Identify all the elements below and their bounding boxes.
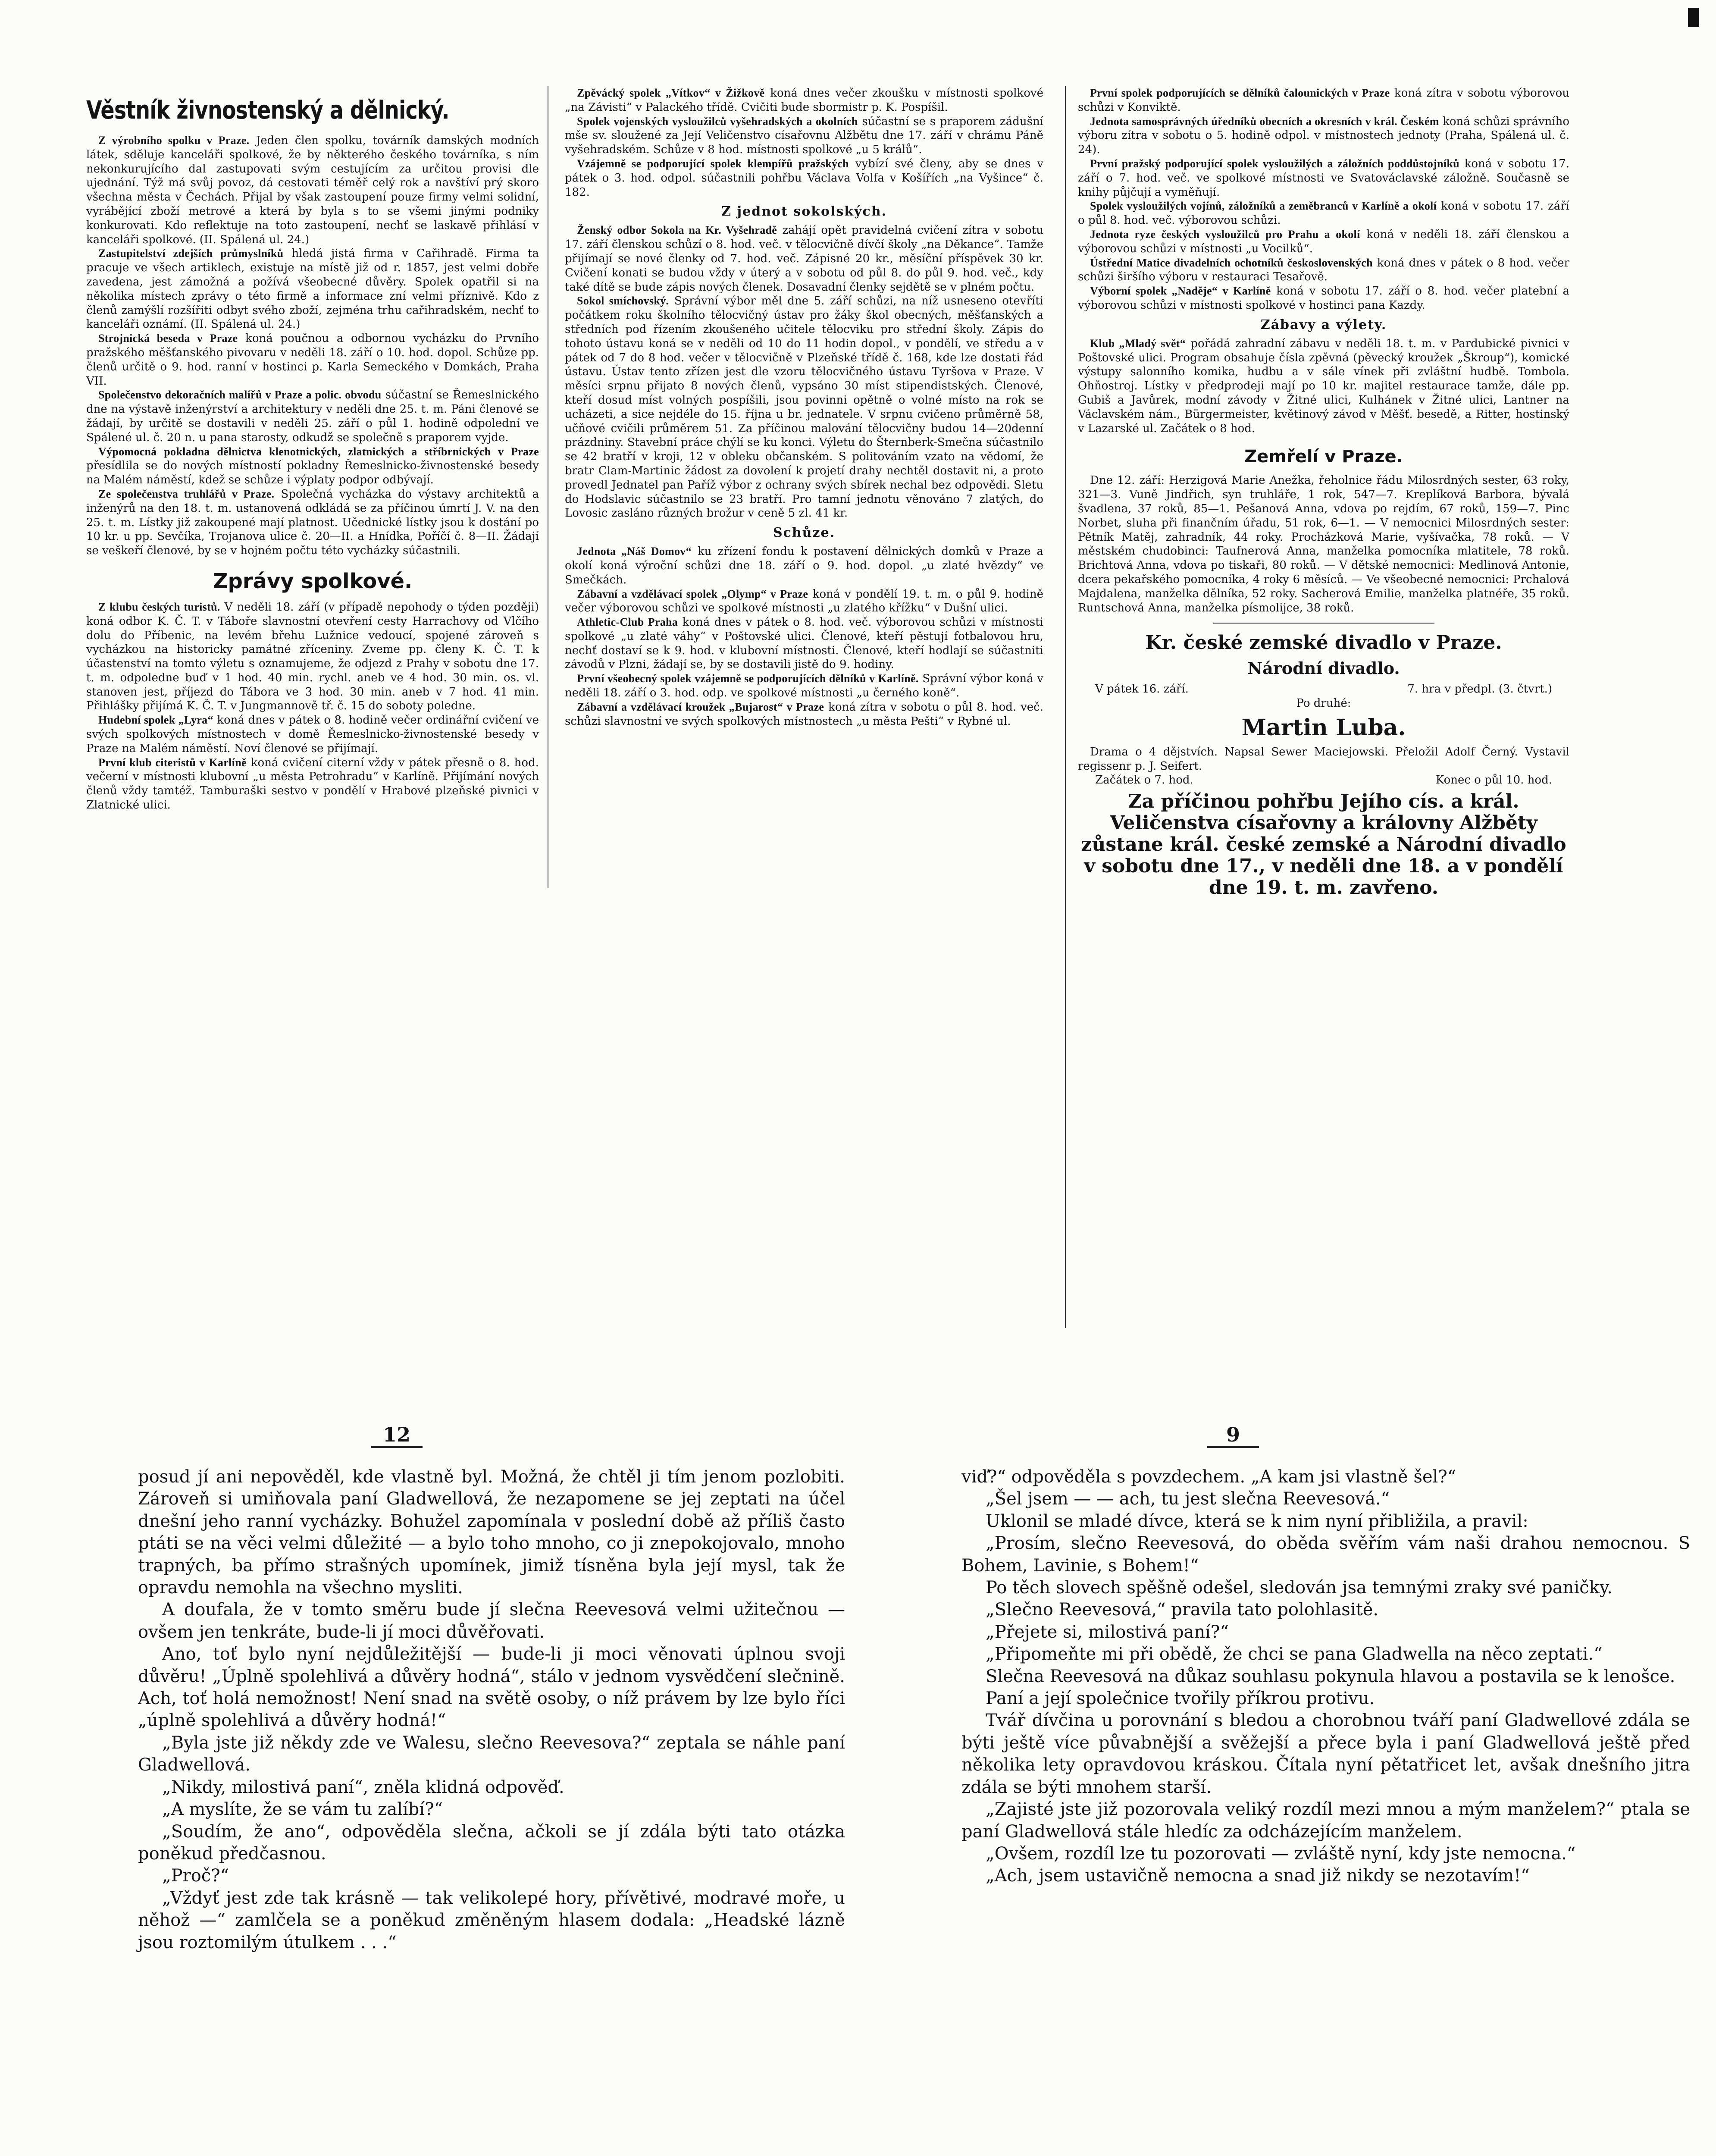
notice-paragraph: [565, 545, 1043, 587]
notice-paragraph: [1078, 115, 1569, 157]
notice-lead: Společenstvo dekoračních malířů v Praze a polic. obvodu: [98, 389, 382, 401]
notice-text: koná schůzi správního výboru zítra v sobotu o 5. hodině odpol. v místnostech jednoty (Praha, Spálená ul. č. 24).: [1078, 115, 1569, 157]
notice-paragraph: [565, 615, 1043, 672]
notice-paragraph: [565, 86, 1043, 115]
notice-text: koná v sobotu 17. září o 8. hod. večer platební a výborovou schůzi v místnosti spolkové v hostinci pana Kazdy.: [1078, 285, 1569, 312]
notice-paragraph: [565, 700, 1043, 729]
newspaper-column-2: [565, 86, 1043, 1328]
notice-lead: Zastupitelství zdejších průmyslníků: [98, 247, 284, 260]
book-paragraph: A doufala, že v tomto směru bude jí slečna Reevesová velmi užitečnou — ovšem jen tenkráte, bude-li jí moci důvěřovati.: [138, 1600, 845, 1642]
notice-paragraph: [565, 223, 1043, 294]
deaths-list: Dne 12. září: Herzigová Marie Anežka, řeholnice řádu Milosrdných sester, 63 roky, 321—3. Vuně Jindřich, syn truhláře, 1 rok, 547—7. Kreplíková Barbora, bývalá švadlena, 37 roků, 85—1. Pešanová Anna, vdova po rejdím, 67 roků, 159—7. Pinc Norbet, sluha při finančním úřadu, 51 rok, 6—1. — V nemocnici Milosrdných sester: Pětník Matěj, zahradník, 44 roky. Procházková Marie, vyšívačka, 78 roků. — V městském chudobinci: Taufnerová Anna, manželka pomocníka mlatitele, 78 roků. Brichtová Anna, vdova po tiskaři, 80 roků. — V dětské nemocnici: Medlinová Antonie, dcera pekařského pomocníka, 4 roky 6 měsíců. — Ve všeobecné nemocnici: Prchalová Majdalena, manželka dělníka, 52 roky. Sacherová Emilie, manželka platnéře, 35 roků. Runtschová Anna, manželka písmolijce, 38 roků.: [1078, 474, 1569, 614]
notice-lead: Strojnická beseda v Praze: [98, 332, 238, 345]
notice-paragraph: [1078, 228, 1569, 256]
theatre-subscription: 7. hra v předpl. (3. čtvrt.): [1407, 683, 1552, 696]
notice-list: [86, 600, 539, 812]
book-paragraph: posud jí ani nepověděl, kde vlastně byl. Možná, že chtěl ji tím jenom pozlobiti. Zároveň si umiňovala paní Gladwellová, že nezapomene se jej zeptati na účel dnešní jeho ranní vycházky. Bohužel zapomínala v poslední době až příliš často ptáti se na věci velmi důležité — a bylo toho mnoho, co ji znepokojovalo, mnoho trapných, ba přímo strašných upomínek, jimiž tísněna byla její mysl, tak že opravdu nemohla na všechno mysliti.: [138, 1467, 845, 1598]
notice-lead: Z klubu českých turistů.: [98, 600, 220, 613]
notice-list: [565, 545, 1043, 728]
notice-lead: Z výrobního spolku v Praze.: [98, 134, 250, 147]
notice-text: súčastní se Řemeslnického dne na výstavě inženýrství a architektury v neděli dne 25. t. m. Páni členové se žádají, by určitě se dostavili v neděli 25. září o půl 1. hodině odpolední ve Spálené ul. č. 20 n. u pana starosty, odkudž se společně s praporem vyjde.: [86, 389, 539, 444]
section-heading: Zprávy spolkové.: [213, 569, 413, 593]
notice-lead: První pražský podporující spolek vysloužilých a záložních poddůstojníků: [1090, 157, 1459, 170]
theatre-date-row: [1078, 682, 1569, 696]
notice-text: koná v sobotu 17. září o 7. hod. več. ve spolkové místnosti ve Svatováclavské záložně. Současně se knihy půjčují a vyměňují.: [1078, 157, 1569, 199]
theatre-performance-note: Po druhé:: [1296, 697, 1351, 710]
notice-text: koná v neděli 18. září členskou a výborovou schůzi v místnosti „u Vocilků“.: [1078, 228, 1569, 255]
notice-paragraph: [86, 247, 539, 332]
book-paragraph: „Slečno Reevesová,“ pravila tato polohlasitě.: [986, 1600, 1379, 1620]
book-paragraph: „Přejete si, milostivá paní?“: [986, 1622, 1229, 1642]
notice-text: zahájí opět pravidelná cvičení zítra v sobotu 17. září členskou schůzí o 8. hod. več. v tělocvičně dívčí školy „na Děkance“. Tamže přijímají se nové členky od 7. hod. več. Zápisné 20 kr., měsíční příspěvek 30 kr. Cvičení konati se budou vždy v úterý a v sobotu od půl 8. do půl 9. hod. več., kdy také dítě se bude zápis nových členek. Dosavadní členky sejdětě se v plném počtu.: [565, 224, 1043, 294]
notice-lead: První všeobecný spolek vzájemně se podporujících dělníků v Karlíně.: [577, 672, 919, 685]
notice-paragraph: [565, 157, 1043, 199]
notice-lead: Athletic-Club Praha: [577, 616, 678, 629]
notice-lead: Jednota samosprávných úředníků obecních a okresních v král. Českém: [1090, 115, 1439, 128]
notice-text: Jeden člen spolku, továrník damských modních látek, sděluje kanceláři spolkové, že by některého českého továrníka, s ním nekonkurujícího dal zastupovati svým cestujícím za určitou provisi dle ujednání. Týž má svůj povoz, dá cestovati téměř celý rok a navštíví prý skoro všechna města v Čechách. Přijal by však zastoupení pouze firmy velmi solidní, vyrábějící zboží metrové a která by byla s to se všemi jinými podniky konkurovati. Kdo reflektuje na toto zastoupení, nechť se laskavě přihlásí v kanceláři spolkové. (II. Spálená ul. 24.): [86, 134, 539, 246]
notice-paragraph: [565, 672, 1043, 700]
divider-rule: [1213, 623, 1434, 624]
newspaper-column-3: [1078, 86, 1569, 1328]
theatre-subheading: Národní divadlo.: [1247, 658, 1400, 678]
notice-paragraph: [565, 115, 1043, 157]
notice-paragraph: [86, 134, 539, 247]
notice-paragraph: [1078, 337, 1569, 436]
notice-lead: Ze společenstva truhlářů v Praze.: [98, 487, 275, 500]
notice-paragraph: [1078, 157, 1569, 199]
notice-lead: Výborní spolek „Naděje“ v Karlíně: [1090, 285, 1271, 298]
notice-text: koná dnes v pátek o 8 hod. večer schůzi širšího výboru v restauraci Tesařově.: [1078, 256, 1569, 284]
notice-paragraph: [86, 332, 539, 388]
book-paragraph: Slečna Reevesová na důkaz souhlasu pokynula hlavou a postavila se k lenošce.: [986, 1666, 1675, 1686]
book-paragraph: Paní a její společnice tvořily příkrou protivu.: [986, 1689, 1375, 1709]
notice-lead: Sokol smíchovský.: [577, 295, 669, 307]
notice-lead: Zpěvácký spolek „Vítkov“ v Žižkově: [577, 87, 765, 99]
notice-lead: Vzájemně se podporující spolek klempířů pražských: [577, 157, 849, 170]
notice-paragraph: [1078, 86, 1569, 115]
notice-text: koná dnes v pátek o 8. hodině večer ordinářní cvičení ve svých spolkových místnostech v domě Řemeslnicko-živnostenské besedy v Praze na Malém náměstí. Noví členové se přijímají.: [86, 714, 539, 755]
notice-text: koná dnes v pátek o 8. hod. več. výborovou schůzi v místnosti spolkové „u zlaté váhy“ v Poštovské ulici. Členové, kteří pěstují fotbalovou hru, nechť dostaví se k 9. hod. v klubovní místnosti. Členové, kteří hodlají se súčastniti závodů v Plzni, žádají se, by se dostavili jistě do 9. hodiny.: [565, 616, 1043, 671]
notice-text: koná poučnou a odbornou vycházku do Prvního pražského měšťanského pivovaru v neděli 18. září o 10. hod. dopol. Schůze pp. členů určitě o 9. hod. ranní v hostinci p. Karla Semeckého v Domkách, Praha VII.: [86, 332, 539, 388]
notice-paragraph: [1078, 256, 1569, 285]
notice-text: Správní výbor měl dne 5. září schůzi, na níž usneseno otevříti počátkem roku školního tělocvičný ústav pro žáky škol obecných, měšťanských a středních pod řízením zkoušeného učitele tělocviku pro střední školy. Zápis do tohoto ústavu koná se v neděli od 10 do 11 hodin dopol., v pondělí, ve středu a v pátek od 7 do 8 hod. večer v tělocvičně v Plzeňské třídě č. 168, kde lze dostati řád ústavu. Ústav tento zřízen jest dle vzoru tělocvičného ústavu Tyršova v Praze. V měsíci srpnu přijato 8 nových členů, vypsáno 30 míst stipendistských. Členové, kteří dosud míst volných pospíšili, jsou povinni opětně o volné místo na rok se ucházeti, a sice nejdéle do 15. října u br. jednatele. V srpnu cvičeno průměrně 58, učňové cvičili průměrem 51. Za příčinou malování tělocvičny budou 14—20denní prázdniny. Stavební práce chýlí se ku konci. Výletu do Šternberk-Smečna súčastnilo se 42 bratří v kroji, 12 v obleku občanském. S politováním vzato na vědomí, že bratr Clam-Martinic žádost za dovolení k projetí drahy nechtěl dostavit ni, a proto provedl Jednatel pan Paříž výbor z ochrany svých sbírek nechal bez odpovědi. Sletu do Hodslavic súčastnilo se 23 bratří. Pro tamní jednotu věnováno 7 zlatých, do Lovosic zasláno různých brožur v ceně 5 zl. 41 kr.: [565, 295, 1043, 520]
book-paragraph: Ano, toť bylo nyní nejdůležitější — bude-li ji moci věnovati úplnou svoji důvěru! „Úplně spolehlivá a důvěry hodná“, stálo v jednom vysvědčení slečnině. Ach, toť holá nemožnost! Není snad na světě osoby, o níž právem by lze bylo říci „úplně spolehlivá a důvěry hodná!“: [138, 1644, 845, 1731]
notice-lead: Spolek vojenských vysloužilců vyšehradských a okolních: [577, 115, 858, 128]
notice-lead: Jednota ryze českých vysloužilců pro Prahu a okolí: [1090, 228, 1360, 241]
notice-text: Správní výbor koná v neděli 18. září o 3. hod. odp. ve spolkové místnosti „u černého koně“.: [565, 672, 1043, 700]
book-paragraph: „Šel jsem — — ach, tu jest slečna Reevesová.“: [986, 1489, 1390, 1509]
notice-text: přesídlila se do nových místností pokladny Řemeslnicko-živnostenské besedy na Malém náměstí, kdež se schůze i výplaty podpor odbývají.: [86, 459, 539, 487]
closure-notice: Za příčinou pohřbu Jejího cís. a král. Veličenstva císařovny a královny Alžběty zůstane král. české zemské a Národní divadlo v sobotu dne 17., v neděli dne 18. a v pondělí dne 19. t. m. zavřeno.: [1081, 790, 1566, 899]
notice-paragraph: [86, 487, 539, 558]
notice-text: koná zítra v sobotu výborovou schůzi v Konviktě.: [1078, 87, 1569, 114]
notice-lead: Jednota „Náš Domov“: [577, 545, 692, 558]
notice-paragraph: [565, 587, 1043, 616]
column-divider: [1065, 86, 1066, 1328]
notice-lead: Výpomocná pokladna dělnictva klenotnických, zlatnických a stříbrnických v Praze: [98, 445, 539, 458]
notice-text: hledá jistá firma v Cařihradě. Firma ta pracuje ve všech artiklech, existuje na místě již od r. 1857, jest velmi dobře zavedena, jest zámožná a požívá všeobecné důvěry. Spolek opatřil si na několika místech zprávy o této firmě a informace zní velmi příznivě. Kdo z členů zamýšlí rozšířiti odbyt svého zboží, zejména trhu cařihradském, nechť to kanceláři oznámí. (II. Spálená ul. 24.): [86, 247, 539, 331]
notice-list: [86, 134, 539, 558]
newspaper-column-1: [86, 86, 539, 888]
notice-text: koná zítra v sobotu o půl 8. hod. več. schůzi slavnostní ve svých spolkových místnostech „u města Pešti“ v Rybné ul.: [565, 700, 1043, 728]
theatre-heading: Kr. české zemské divadlo v Praze.: [1145, 632, 1502, 654]
book-paragraph: „Nikdy, milostivá paní“, zněla klidná odpověď.: [162, 1777, 564, 1797]
notice-text: súčastní se s praporem zádušní mše sv. sloužené za Její Veličenstvo císařovnu Alžbětu dne 17. září v chrámu Páně vyšehradském. Schůze v 8 hod. místnosti spolkové „u 5 králů“.: [565, 115, 1043, 157]
book-paragraph: Tvář dívčina u porovnání s bledou a chorobnou tváří paní Gladwellové zdála se býti ještě více půvabnější a svěžejší a přece byla i paní Gladwellová ještě před několika lety opravdovou kráskou. Čítala nyní pětatřicet let, avšak dnešního jitra zdála se býti mnohem starší.: [961, 1711, 1690, 1797]
notice-paragraph: [86, 445, 539, 487]
notice-lead: Klub „Mladý svět“: [1090, 337, 1186, 350]
notice-text: V neděli 18. září (v případě nepohody o týden později) koná odbor K. Č. T. v Táboře slavnostní otevření cesty Harrachovy od Vlčího dolu do Příbenic, na levém břehu Lužnice vedoucí, spojené zároveň s vycházkou na historicky památné zříceniny. Zveme pp. členy K. Č. T. k účastenství na tomto výletu s oznamujeme, že odjezd z Prahy v sobotu dne 17. t. m. odpoledne buď v 1 hod. 40 min. rychl. aneb ve 4 hod. 30 min. os. vl. stanoven jest, příjezd do Tábora ve 3 hod. 30 min. aneb v 7 hod. 41 min. Přihlášky přijímá K. Č. T. v Jungmannově tř. č. 15 do soboty poledne.: [86, 600, 539, 713]
notice-paragraph: [1078, 284, 1569, 313]
notice-lead: Ženský odbor Sokola na Kr. Vyšehradě: [577, 224, 777, 237]
book-paragraph: Po těch slovech spěšně odešel, sledován jsa temnými zraky své paničky.: [986, 1578, 1613, 1598]
notice-lead: První spolek podporujících se dělníků čalounických v Praze: [1090, 87, 1390, 99]
book-paragraph: Uklonil se mladé dívce, která se k nim nyní přibližila, a pravil:: [986, 1511, 1528, 1531]
notice-paragraph: [565, 294, 1043, 520]
book-paragraph: viď?“ odpověděla s povzdechem. „A kam jsi vlastně šel?“: [961, 1467, 1456, 1487]
deaths-heading: Zemřelí v Praze.: [1244, 447, 1403, 467]
notice-text: koná v sobotu 17. září o půl 8. hod. več. výborovou schůzi.: [1078, 200, 1569, 227]
page-number-right: [1207, 1423, 1259, 1448]
book-paragraph: „Ach, jsem ustavičně nemocna a snad již nikdy se nezotavím!“: [986, 1866, 1530, 1886]
notice-list: [565, 223, 1043, 520]
notice-list: [1078, 337, 1569, 436]
notice-paragraph: [86, 600, 539, 713]
page-number-left: [371, 1423, 423, 1448]
book-paragraph: „Proč?“: [162, 1866, 229, 1886]
book-paragraph: „Ovšem, rozdíl lze tu pozorovati — zvláště nyní, kdy jste nemocna.“: [986, 1843, 1576, 1864]
book-page-left: [138, 1466, 845, 1954]
notice-list: [565, 86, 1043, 199]
play-title: Martin Luba.: [1241, 714, 1406, 741]
notice-lead: Zábavní a vzdělávací kroužek „Bujarost“ v Praze: [577, 700, 824, 713]
book-paragraph: „Vždyť jest zde tak krásně — tak velikolepé hory, přívětivé, modravé moře, u něhož —“ zamlčela se a poněkud změněným hlasem dodala: „Headské lázně jsou roztomilým útulkem . . .“: [138, 1888, 845, 1952]
notice-lead: Spolek vysloužilých vojínů, záložníků a zeměbranců v Karlíně a okolí: [1090, 200, 1437, 213]
notice-lead: Zábavní a vzdělávací spolek „Olymp“ v Praze: [577, 587, 808, 600]
notice-lead: Hudební spolek „Lyra“: [98, 714, 213, 727]
masthead-title: Věstník živnostenský a dělnický.: [86, 95, 449, 125]
notice-paragraph: [86, 388, 539, 445]
theatre-start: Začátek o 7. hod.: [1095, 774, 1193, 787]
page-number-text: 12: [371, 1423, 423, 1448]
notice-text: koná v pondělí 19. t. m. o půl 9. hodině večer výborovou schůzi ve spolkové místnosti „u zlatého křížku“ v Dušní ulici.: [565, 587, 1043, 615]
book-paragraph: „Prosím, slečno Reevesová, do oběda svěřím vám naši drahou nemocnou. S Bohem, Lavinie, s Bohem!“: [961, 1533, 1690, 1576]
theatre-date: V pátek 16. září.: [1095, 683, 1189, 696]
book-paragraph: „Zajisté jste již pozorovala veliký rozdíl mezi mnou a mým manželem?“ ptala se paní Gladwellová stále hledíc za odcházejícím manželem.: [961, 1799, 1690, 1842]
book-paragraph: „Byla jste již někdy zde ve Walesu, slečno Reevesova?“ zeptala se náhle paní Gladwellová.: [138, 1733, 845, 1775]
notice-paragraph: [86, 713, 539, 755]
notice-text: vybízí své členy, aby se dnes v pátek o 3. hod. odpol. súčastnili pohřbu Václava Volfa v Košířích „na Vyšince“ č. 182.: [565, 157, 1043, 199]
book-paragraph: „Připomeňte mi při obědě, že chci se pana Gladwella na něco zeptati.“: [986, 1644, 1603, 1664]
corner-registration-mark: [1688, 8, 1699, 27]
notice-text: ku zřízení fondu k postavení dělnických domků v Praze a okolí koná výroční schůzi dne 18. září o 9. hod. dopol. „u zlaté hvězdy“ ve Smečkách.: [565, 545, 1043, 586]
play-description: Drama o 4 dějstvích. Napsal Sewer Maciejowski. Přeložil Adolf Černý. Vystavil regissenr p. J. Seifert.: [1078, 745, 1569, 773]
section-subheading: Zábavy a výlety.: [1260, 317, 1387, 332]
notice-text: pořádá zahradní zábavu v neděli 18. t. m. v Pardubické pivnici v Poštovské ulici. Program obsahuje čísla zpěvná (pěvecký kroužek „Škroup“), komické výstupy salonního komika, hudbu a v sále vínek při zvláštní hudbě. Tombola. Ohňostroj. Lístky v předprodeji mají po 10 kr. majitel restaurace tamže, dále pp. Gubiš a Javůrek, modní závody v Žitné ulici, Kulhánek v Žitné ulici, Lantner na Václavském nám., Bürgermeister, květinový závod v Měšť. besedě, a Ritter, hostinský v Lazarské ul. Začátek o 8 hod.: [1078, 337, 1569, 435]
section-subheading: Z jednot sokolských.: [721, 204, 887, 219]
notice-paragraph: [86, 756, 539, 812]
notice-lead: Ústřední Matice divadelních ochotníků československých: [1090, 256, 1373, 269]
book-page-right: [961, 1466, 1690, 1887]
notice-text: koná cvičení citerní vždy v pátek přesně o 8. hod. večerní v místnosti klubovní „u města Petrohradu“ v Karlíně. Přijímání nových členů vždy tamtéž. Tamburaški sestvo v pondělí v Hrabové plzeňské pivnici v Zlatnické ulici.: [86, 756, 539, 812]
notice-paragraph: [1078, 199, 1569, 228]
page-number-text: 9: [1207, 1423, 1259, 1448]
book-paragraph: „Soudím, že ano“, odpověděla slečna, ačkoli se jí zdála býti tato otázka poněkud předčasnou.: [138, 1821, 845, 1864]
notice-list: [1078, 86, 1569, 313]
notice-lead: První klub citeristů v Karlíně: [98, 756, 247, 769]
notice-text: Společná vycházka do výstavy architektů a inženýrů na den 18. t. m. ustanovená odkládá se za příčinou úmrtí J. V. na den 25. t. m. Lístky již zakoupené mají platnost. Učednické lístky jsou k dostání po 10 kr. u pp. Sevčíka, Trojanova ulice č. 20—II. a Hnídka, Poříčí č. 8—II. Žádají se veškeří členové, by se v hojném počtu této vycházky súčastnili.: [86, 487, 539, 558]
theatre-end: Konec o půl 10. hod.: [1435, 774, 1552, 787]
book-paragraph: „A myslíte, že se vám tu zalíbí?“: [162, 1799, 443, 1820]
notice-text: koná dnes večer zkoušku v místnosti spolkové „na Závisti“ v Palackého třídě. Cvičiti bude sbormistr p. K. Pospíšil.: [565, 87, 1043, 114]
section-subheading: Schůze.: [773, 525, 836, 541]
theatre-time-row: [1078, 773, 1569, 787]
